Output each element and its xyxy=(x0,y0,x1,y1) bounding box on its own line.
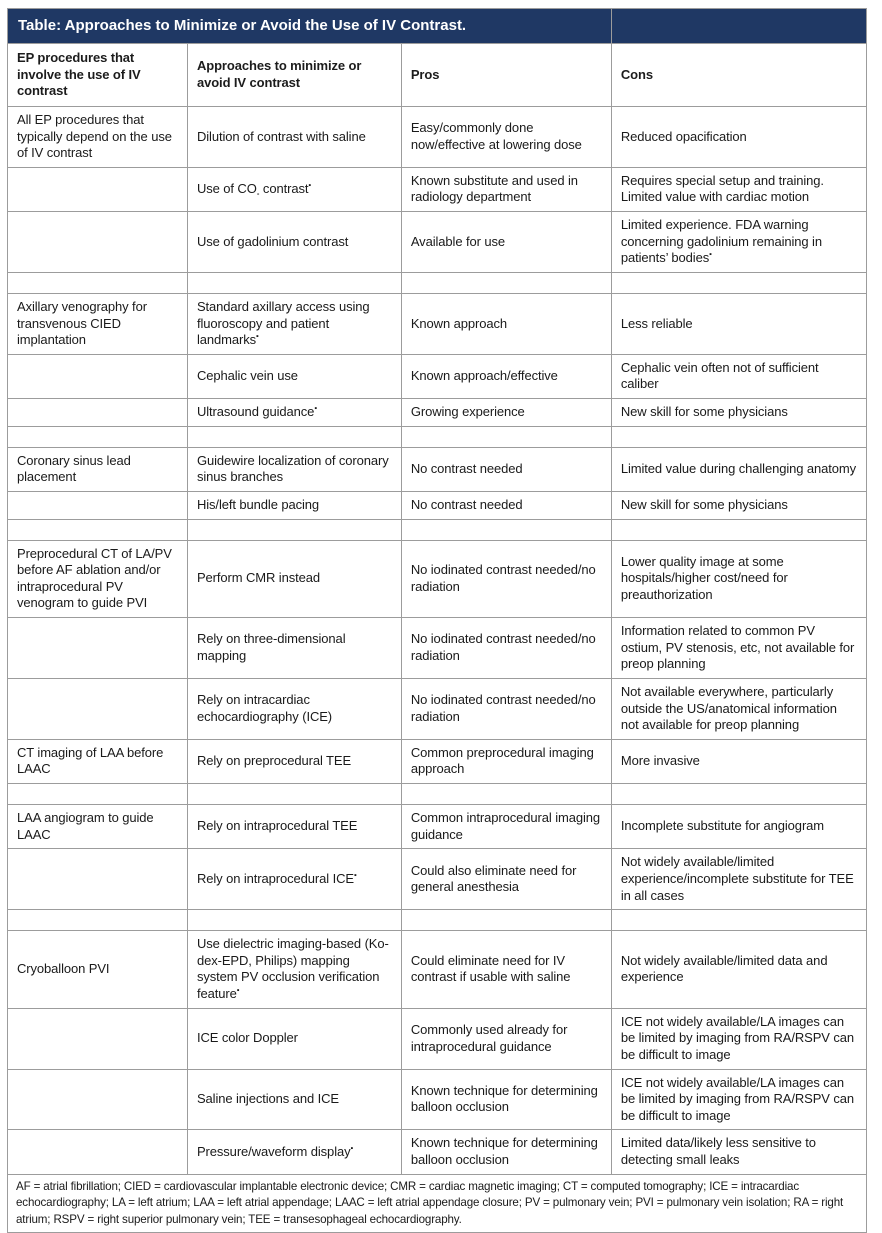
procedure-cell xyxy=(8,1130,188,1174)
approach-cell: Perform CMR instead xyxy=(187,540,401,618)
cons-cell: Information related to common PV ostium, PV stenosis, etc, not available for preop planning xyxy=(611,618,866,679)
pros-cell: Known technique for determining balloon occlusion xyxy=(401,1069,611,1130)
table-row xyxy=(8,167,867,211)
pros-cell: Available for use xyxy=(401,212,611,273)
cons-cell xyxy=(611,910,866,931)
procedure-cell: LAA angiogram to guide LAAC xyxy=(8,805,188,849)
spacer-row xyxy=(8,426,867,447)
cons-cell: Not widely available/limited data and experience xyxy=(611,931,866,1009)
pros-cell xyxy=(401,426,611,447)
table-row xyxy=(8,540,867,618)
pros-cell xyxy=(401,519,611,540)
cons-cell: Incomplete substitute for angiogram xyxy=(611,805,866,849)
approach-cell xyxy=(187,910,401,931)
procedure-cell: All EP procedures that typically depend on the use of IV contrast xyxy=(8,106,188,167)
cons-cell xyxy=(611,272,866,293)
table-row xyxy=(8,1069,867,1130)
approach-cell xyxy=(187,519,401,540)
table-row xyxy=(8,293,867,354)
procedure-cell xyxy=(8,399,188,427)
table-row xyxy=(8,739,867,783)
pros-cell: Known approach/effective xyxy=(401,354,611,398)
procedure-cell xyxy=(8,678,188,739)
pros-cell: Commonly used already for intraprocedural guidance xyxy=(401,1008,611,1069)
approach-cell xyxy=(187,784,401,805)
cons-cell: More invasive xyxy=(611,739,866,783)
approach-cell: His/left bundle pacing xyxy=(187,491,401,519)
cons-cell: New skill for some physicians xyxy=(611,399,866,427)
cons-cell: New skill for some physicians xyxy=(611,491,866,519)
procedure-cell: Coronary sinus lead placement xyxy=(8,447,188,491)
table-row xyxy=(8,1130,867,1174)
spacer-row xyxy=(8,784,867,805)
approach-cell: Use of gadolinium contrast xyxy=(187,212,401,273)
approach-cell: Rely on intraprocedural ICE▪ xyxy=(187,849,401,910)
col-header-pros: Pros xyxy=(401,44,611,107)
pros-cell xyxy=(401,784,611,805)
pros-cell: No iodinated contrast needed/no radiation xyxy=(401,540,611,618)
pros-cell: Could eliminate need for IV contrast if usable with saline xyxy=(401,931,611,1009)
approach-cell: Use dielectric imaging-based (Ko-dex-EPD, Philips) mapping system PV occlusion verification feature▪ xyxy=(187,931,401,1009)
table-row xyxy=(8,931,867,1009)
cons-cell xyxy=(611,519,866,540)
approach-cell xyxy=(187,272,401,293)
spacer-row xyxy=(8,519,867,540)
spacer-row xyxy=(8,272,867,293)
spacer-row xyxy=(8,910,867,931)
table-row xyxy=(8,447,867,491)
cons-cell: ICE not widely available/LA images can be limited by imaging from RA/RSPV can be difficult to image xyxy=(611,1069,866,1130)
table-title: Table: Approaches to Minimize or Avoid the Use of IV Contrast. xyxy=(8,9,612,44)
table-row xyxy=(8,1008,867,1069)
procedure-cell: CT imaging of LAA before LAAC xyxy=(8,739,188,783)
col-header-cons: Cons xyxy=(611,44,866,107)
table-row xyxy=(8,399,867,427)
approach-cell: Guidewire localization of coronary sinus branches xyxy=(187,447,401,491)
procedure-cell: Preprocedural CT of LA/PV before AF ablation and/or intraprocedural PV venogram to guide PVI xyxy=(8,540,188,618)
approach-cell: Standard axillary access using fluoroscopy and patient landmarks▪ xyxy=(187,293,401,354)
pros-cell: Common intraprocedural imaging guidance xyxy=(401,805,611,849)
approach-cell: Rely on three-dimensional mapping xyxy=(187,618,401,679)
cons-cell: Lower quality image at some hospitals/higher cost/need for preauthorization xyxy=(611,540,866,618)
cons-cell: Reduced opacification xyxy=(611,106,866,167)
pros-cell: Growing experience xyxy=(401,399,611,427)
cons-cell: Cephalic vein often not of sufficient caliber xyxy=(611,354,866,398)
table-row xyxy=(8,678,867,739)
table-row xyxy=(8,491,867,519)
iv-contrast-table xyxy=(7,8,867,1233)
pros-cell xyxy=(401,272,611,293)
cons-cell: Not available everywhere, particularly outside the US/anatomical information not available for preop planning xyxy=(611,678,866,739)
pros-cell: Known technique for determining balloon occlusion xyxy=(401,1130,611,1174)
pros-cell: No contrast needed xyxy=(401,491,611,519)
cons-cell: Limited value during challenging anatomy xyxy=(611,447,866,491)
table-row xyxy=(8,106,867,167)
cons-cell xyxy=(611,426,866,447)
procedure-cell xyxy=(8,784,188,805)
procedure-cell xyxy=(8,272,188,293)
col-header-approaches: Approaches to minimize or avoid IV contrast xyxy=(187,44,401,107)
cons-cell xyxy=(611,784,866,805)
cons-cell: Limited experience. FDA warning concerning gadolinium remaining in patients’ bodies▪ xyxy=(611,212,866,273)
approach-cell xyxy=(187,426,401,447)
procedure-cell xyxy=(8,354,188,398)
procedure-cell xyxy=(8,1069,188,1130)
pros-cell: No iodinated contrast needed/no radiation xyxy=(401,678,611,739)
cons-cell: Limited data/likely less sensitive to detecting small leaks xyxy=(611,1130,866,1174)
pros-cell: Easy/commonly done now/effective at lowering dose xyxy=(401,106,611,167)
table-title-spacer-cell xyxy=(611,9,866,44)
procedure-cell xyxy=(8,167,188,211)
procedure-cell: Cryoballoon PVI xyxy=(8,931,188,1009)
approach-cell: Rely on intraprocedural TEE xyxy=(187,805,401,849)
approach-cell: ICE color Doppler xyxy=(187,1008,401,1069)
table-row xyxy=(8,618,867,679)
cons-cell: Less reliable xyxy=(611,293,866,354)
col-header-procedures: EP procedures that involve the use of IV contrast xyxy=(8,44,188,107)
cons-cell: Requires special setup and training. Limited value with cardiac motion xyxy=(611,167,866,211)
approach-cell: Use of $CO_▪$ contrast▪ xyxy=(187,167,401,211)
procedure-cell xyxy=(8,1008,188,1069)
approach-cell: Dilution of contrast with saline xyxy=(187,106,401,167)
approach-cell: Rely on preprocedural TEE xyxy=(187,739,401,783)
procedure-cell: Axillary venography for transvenous CIED implantation xyxy=(8,293,188,354)
procedure-cell xyxy=(8,618,188,679)
procedure-cell xyxy=(8,491,188,519)
pros-cell: Could also eliminate need for general anesthesia xyxy=(401,849,611,910)
cons-cell: ICE not widely available/LA images can be limited by imaging from RA/RSPV can be difficult to image xyxy=(611,1008,866,1069)
column-header-row xyxy=(8,44,867,107)
procedure-cell xyxy=(8,212,188,273)
approach-cell: Cephalic vein use xyxy=(187,354,401,398)
table-row xyxy=(8,354,867,398)
table-row xyxy=(8,805,867,849)
abbreviations-footnote: AF = atrial fibrillation; CIED = cardiovascular implantable electronic device; CMR = cardiac magnetic imaging; CT = computed tomography; ICE = intracardiac echocardiography; LA = left atrium; LAA = left atrial appendage; LAAC = left atrial appendage closure; PV = pulmonary vein; PVI = pulmonary vein isolation; RA = right atrium; RSPV = right superior pulmonary vein; TEE = transesophageal echocardiography. xyxy=(8,1174,867,1232)
approach-cell: Ultrasound guidance▪ xyxy=(187,399,401,427)
table-title-row xyxy=(8,9,867,44)
footnote-row xyxy=(8,1174,867,1232)
pros-cell: Known approach xyxy=(401,293,611,354)
pros-cell: No iodinated contrast needed/no radiation xyxy=(401,618,611,679)
pros-cell: Common preprocedural imaging approach xyxy=(401,739,611,783)
procedure-cell xyxy=(8,519,188,540)
approach-cell: Saline injections and ICE xyxy=(187,1069,401,1130)
pros-cell: Known substitute and used in radiology department xyxy=(401,167,611,211)
pros-cell: No contrast needed xyxy=(401,447,611,491)
procedure-cell xyxy=(8,849,188,910)
procedure-cell xyxy=(8,426,188,447)
approach-cell: Rely on intracardiac echocardiography (ICE) xyxy=(187,678,401,739)
table-row xyxy=(8,849,867,910)
cons-cell: Not widely available/limited experience/incomplete substitute for TEE in all cases xyxy=(611,849,866,910)
pros-cell xyxy=(401,910,611,931)
approach-cell: Pressure/waveform display▪ xyxy=(187,1130,401,1174)
table-row xyxy=(8,212,867,273)
procedure-cell xyxy=(8,910,188,931)
